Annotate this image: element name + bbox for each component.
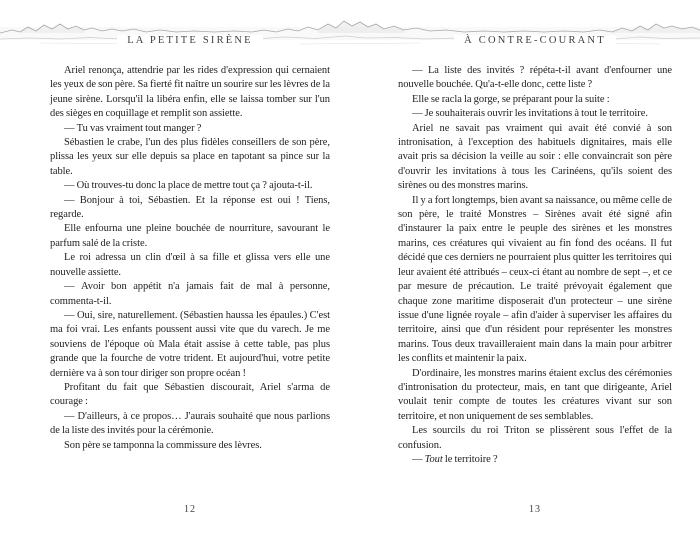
dialogue-dash: — [412, 453, 425, 465]
paragraph: Elle se racla la gorge, se préparant pour la suite : [412, 93, 610, 105]
running-head-left [50, 30, 330, 48]
paragraph: Profitant du fait que Sébastien discourait, Ariel s'arma de courage : [50, 381, 330, 408]
dialogue-paragraph: — Je souhaiterais ouvrir les invitations à tout le territoire. [412, 108, 648, 120]
dialogue-paragraph: — Avoir bon appétit n'a jamais fait de mal à personne, commenta-t-il. [50, 281, 330, 307]
dialogue-paragraph: — La liste des invités ? répéta-t-il avant d'enfourner une nouvelle bouchée. Qu'a-t-elle donc, cette liste ? [398, 65, 672, 91]
paragraph: Le roi adressa un clin d'œil à sa fille et glissa vers elle une nouvelle assiette. [50, 252, 330, 278]
page-number-right: 13 [529, 504, 541, 515]
left-page-text [50, 64, 330, 453]
emphasized-word: Tout [424, 453, 443, 465]
right-page-text [398, 64, 672, 467]
running-head-left-label: LA PETITE SIRÈNE [117, 35, 263, 46]
paragraph: Il y a fort longtemps, bien avant sa naissance, ou même celle de son père, le traité Monstres – Sirènes avait été signé afin d'instaurer la paix entre le peuple des sirènes et les monstres marins, ces créatures qui vivaient au fin fond des océans. Il fut décidé que ces derniers ne pourraient plus quitter les territoires qui leur avaient été attribués – ceux-ci étant au nombre de sept –, et ce par mesure de précaution. Le traité prévoyait également que chaque zone maritime disposerait d'un protecteur – une sirène issue d'une lignée royale – afin d'aider à superviser les affaires du territoire, ainsi que d'un résident pour représenter les monstres marins. Tous deux travailleraient main dans la main pour arbitrer les conflits et maintenir la paix. [398, 194, 672, 365]
dialogue-paragraph [398, 453, 672, 467]
paragraph: D'ordinaire, les monstres marins étaient exclus des cérémonies d'intronisation du protecteur, mais, en tant que dirigeante, Ariel voulait tenir compte de toutes les créatures vivant sur son territoire, et non uniquement de ses semblables. [398, 367, 672, 422]
paragraph: Ariel renonça, attendrie par les rides d'expression qui cernaient les yeux de son père. Sa fierté fit naître un sourire sur les lèvres de la jeune sirène. Lorsqu'il la libéra enfin, elle se laissa tomber sur l'un des sièges en coquillage et remplit son assiette. [50, 65, 330, 120]
dialogue-paragraph: — Oui, sire, naturellement. (Sébastien haussa les épaules.) C'est ma foi vrai. Les enfants poussent aussi vite que du varech. Je me souviens de l'époque où Mala était assise à cette table, pas plus grande que la fourche de votre trident. Et aujourd'hui, votre petite dernière va à son tour diriger son propre océan ! [50, 309, 330, 379]
dialogue-paragraph: — Où trouves-tu donc la place de mettre tout ça ? ajouta-t-il. [64, 180, 313, 192]
dialogue-paragraph: — Tu vas vraiment tout manger ? [64, 122, 202, 134]
running-head-right [398, 30, 672, 48]
paragraph: Sébastien le crabe, l'un des plus fidèles conseillers de son père, plissa les yeux sur elle depuis sa place en tapotant sa pince sur la table. [50, 137, 330, 177]
running-head-right-label: À CONTRE-COURANT [454, 35, 616, 46]
paragraph: Son père se tamponna la commissure des lèvres. [64, 439, 262, 451]
paragraph: Les sourcils du roi Triton se plissèrent sous l'effet de la confusion. [398, 425, 672, 451]
dialogue-rest: le territoire ? [442, 453, 498, 465]
dialogue-paragraph: — Bonjour à toi, Sébastien. Et la réponse est oui ! Tiens, regarde. [50, 194, 330, 221]
paragraph: Ariel ne savait pas vraiment qui avait été convié à son intronisation, à l'exception des habituels dignitaires, mais elle avait pris sa décision la veille au soir : elle convaincrait son père d'ouvrir les invitations à tous les Carinéens, qu'ils soient des sirènes ou des monstres marins. [398, 122, 672, 192]
paragraph: Elle enfourna une pleine bouchée de nourriture, savourant le parfum salé de la criste. [50, 223, 330, 249]
dialogue-paragraph: — D'ailleurs, à ce propos… J'aurais souhaité que nous parlions de la liste des invités pour la cérémonie. [50, 410, 330, 437]
page-number-left: 12 [184, 504, 196, 515]
